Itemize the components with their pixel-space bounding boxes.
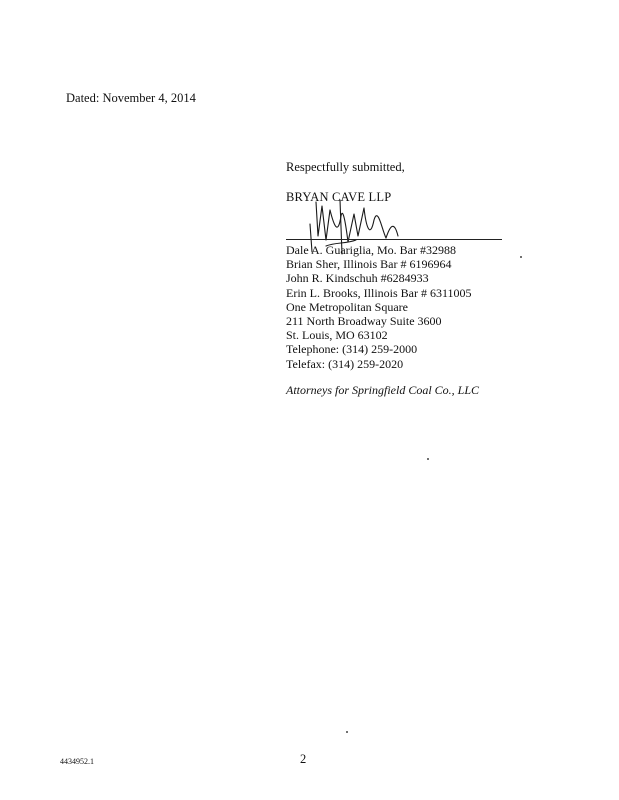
signature-line-tail — [484, 239, 502, 240]
signature-line — [286, 239, 502, 240]
scan-speck — [520, 256, 522, 258]
scan-speck — [346, 731, 348, 733]
closing-line: Respectfully submitted, — [286, 160, 405, 174]
address-line-3: St. Louis, MO 63102 — [286, 328, 388, 343]
telephone-line: Telephone: (314) 259-2000 — [286, 342, 418, 357]
page-number: 2 — [300, 752, 307, 766]
attorney-line-2: Brian Sher, Illinois Bar # 6196964 — [286, 257, 452, 272]
telefax-line: Telefax: (314) 259-2020 — [286, 356, 404, 371]
address-line-2: 211 North Broadway Suite 3600 — [286, 314, 442, 329]
document-id: 4434952.1 — [60, 757, 94, 766]
attorney-line-1: Dale A. Guariglia, Mo. Bar #32988 — [286, 243, 456, 257]
firm-name: BRYAN CAVE LLP — [286, 190, 392, 204]
attorney-line-3: John R. Kindschuh #6284933 — [286, 271, 429, 286]
date-line: Dated: November 4, 2014 — [66, 91, 196, 105]
signature-block — [286, 243, 472, 371]
scan-speck — [427, 458, 429, 460]
address-line-1: One Metropolitan Square — [286, 299, 408, 314]
attorney-line-4: Erin L. Brooks, Illinois Bar # 6311005 — [286, 285, 472, 300]
attorneys-for-line: Attorneys for Springfield Coal Co., LLC — [286, 383, 480, 397]
